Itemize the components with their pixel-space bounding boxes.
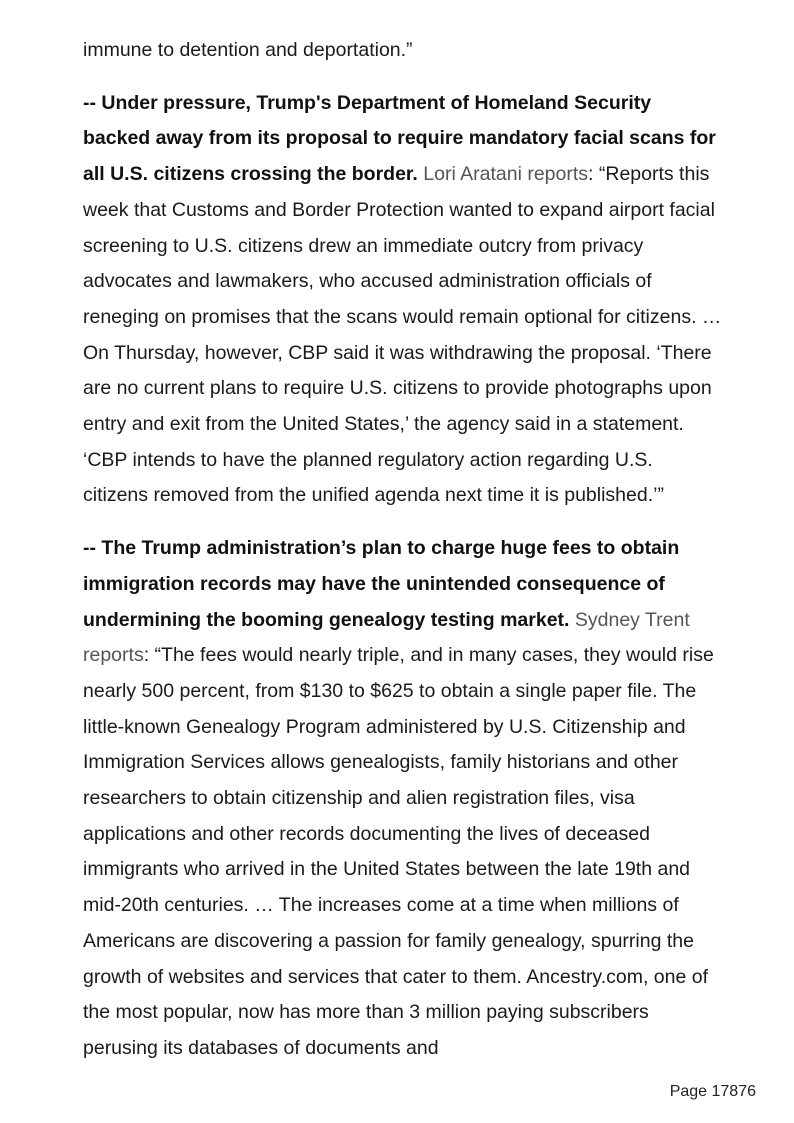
story-facial-scans-body: : “Reports this week that Customs and Border Protection wanted to expand airport facial screening to U.S. citizens drew an immediate outcry from privacy advocates and lawmakers, who accused administration officials of reneging on promises that the scans would remain optional for citizens. … On Thursday, however, CBP said it was withdrawing the proposal. ‘There are no current plans to require U.S. citizens to provide photographs upon entry and exit from the United States,’ the agency said in a statement. ‘CBP intends to have the planned regulatory action regarding U.S. citizens removed from the unified agenda next time it is published.’” [83,163,722,507]
page-number: Page 17876 [669,1083,756,1100]
story-facial-scans [83,86,723,514]
story-immigration-fees [83,531,723,1067]
article-body [83,33,723,1088]
intro-text: immune to detention and deportation.” [83,39,413,61]
sydney-trent-reports-link[interactable]: Sydney Trent reports [83,608,690,667]
intro-paragraph [83,33,723,69]
story-immigration-fees-body: : “The fees would nearly triple, and in many cases, they would rise nearly 500 percent, from $130 to $625 to obtain a single paper file. The little-known Genealogy Program administered by U.S. Citizenship and Immigration Services allows genealogists, family historians and other researchers to obtain citizenship and alien registration files, visa applications and other records documenting the lives of deceased immigrants who arrived in the United States between the late 19th and mid-20th centuries. … The increases come at a time when millions of Americans are discovering a passion for family genealogy, spurring the growth of websites and services that cater to them. Ancestry.com, one of the most popular, now has more than 3 million paying subscribers perusing its databases of documents and [83,644,714,1059]
page-break-mask [0,1066,794,1080]
story-immigration-fees-headline: -- The Trump administration’s plan to charge huge fees to obtain immigration records may have the unintended consequence of undermining the booming genealogy testing market. [83,537,680,631]
lori-aratani-reports-link[interactable]: Lori Aratani reports [423,163,589,186]
story-facial-scans-headline: -- Under pressure, Trump's Department of Homeland Security backed away from its proposal to require mandatory facial scans for all U.S. citizens crossing the border. [83,91,716,186]
